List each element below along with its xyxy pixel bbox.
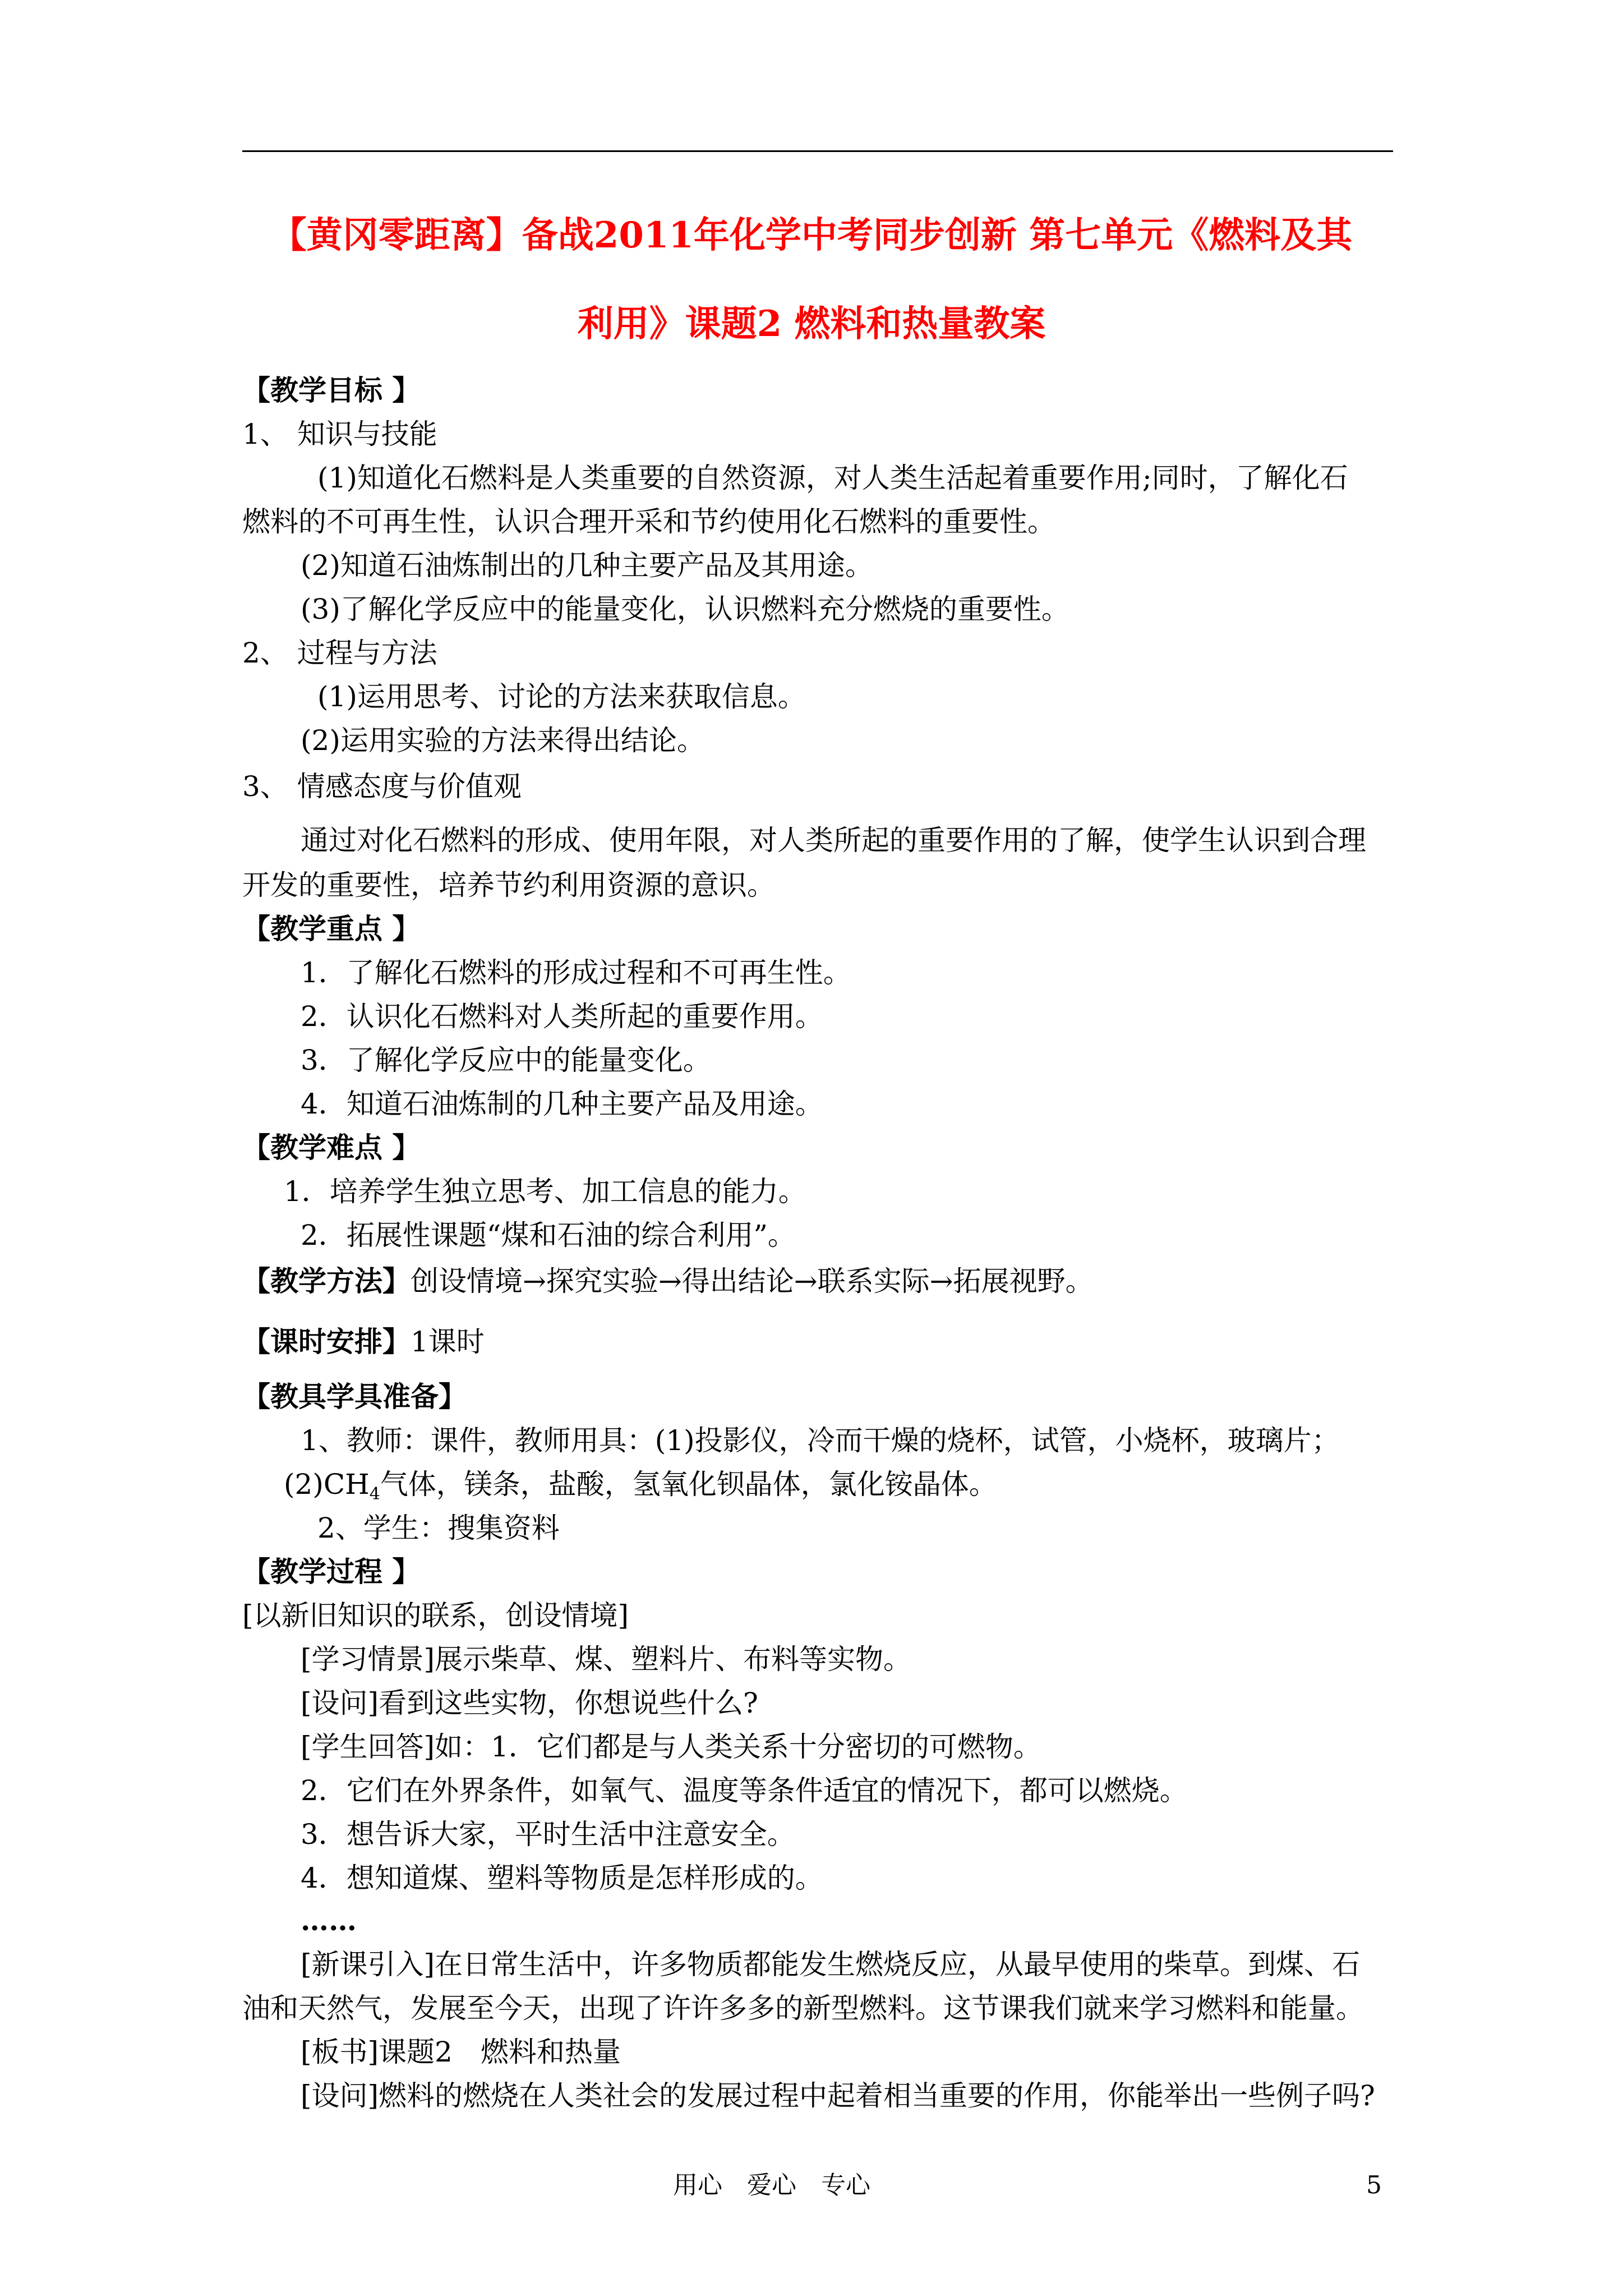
- process-paragraph: 4．想知道煤、塑料等物质是怎样形成的。: [301, 1862, 823, 1894]
- class-schedule-text: 1课时: [411, 1326, 485, 1358]
- objective-3-b: 开发的重要性，培养节约利用资源的意识。: [242, 869, 775, 901]
- difficulty-item: 1．培养学生独立思考、加工信息的能力。: [284, 1175, 806, 1208]
- teaching-method-label: 【教学方法】: [242, 1264, 411, 1297]
- class-schedule: [242, 1324, 485, 1360]
- objective-2-2: (2)运用实验的方法来得出结论。: [301, 724, 705, 757]
- materials-teacher-line1: 1、教师：课件，教师用具：(1)投影仪，冷而干燥的烧杯，试管，小烧杯，玻璃片；: [301, 1424, 1340, 1457]
- process-paragraph: [设问]看到这些实物，你想说些什么?: [301, 1687, 758, 1719]
- header-rule: [242, 150, 1393, 152]
- objective-3-a: 通过对化石燃料的形成、使用年限，对人类所起的重要作用的了解，使学生认识到合理: [301, 824, 1366, 857]
- difficulty-item: 2．拓展性课题“煤和石油的综合利用”。: [301, 1219, 796, 1251]
- key-point-item: 1．了解化石燃料的形成过程和不可再生性。: [301, 956, 851, 989]
- materials-line2-subscript: 4: [369, 1484, 380, 1504]
- materials-teacher-line2: [284, 1466, 997, 1512]
- objective-1-1a: (1)知道化石燃料是人类重要的自然资源，对人类生活起着重要作用;同时，了解化石: [317, 462, 1348, 494]
- objective-section-2: 2、 过程与方法: [242, 637, 437, 669]
- page-number: 5: [1366, 2171, 1382, 2200]
- process-heading: 【教学过程 】: [242, 1555, 421, 1588]
- process-paragraph: [学习情景]展示柴草、煤、塑料片、布料等实物。: [301, 1643, 912, 1676]
- materials-student: 2、学生：搜集资料: [317, 1512, 560, 1544]
- difficulties-heading: 【教学难点 】: [242, 1131, 421, 1164]
- document-title-line2: 利用》课题2 燃料和热量教案: [577, 303, 1046, 345]
- process-paragraph: 3．想告诉大家，平时生活中注意安全。: [301, 1818, 795, 1851]
- objective-section-1: 1、 知识与技能: [242, 418, 437, 450]
- objective-1-2: (2)知道石油炼制出的几种主要产品及其用途。: [301, 549, 873, 582]
- footer-motto: 用心 爱心 专心: [673, 2171, 870, 2200]
- objective-section-3: 3、 情感态度与价值观: [242, 770, 522, 803]
- process-paragraph: [新课引入]在日常生活中，许多物质都能发生燃烧反应，从最早使用的柴草。到煤、石: [301, 1948, 1361, 1981]
- teaching-method: [242, 1263, 1094, 1299]
- process-ellipsis: ……: [301, 1904, 357, 1937]
- key-points-heading: 【教学重点 】: [242, 912, 421, 945]
- objective-2-1: (1)运用思考、讨论的方法来获取信息。: [317, 680, 806, 713]
- materials-heading: 【教具学具准备】: [242, 1380, 467, 1413]
- key-point-item: 2．认识化石燃料对人类所起的重要作用。: [301, 1000, 823, 1033]
- materials-line2-post: 气体，镁条，盐酸，氢氧化钡晶体，氯化铵晶体。: [380, 1468, 997, 1501]
- process-paragraph: [以新旧知识的联系，创设情境]: [242, 1599, 629, 1632]
- process-paragraph: 2．它们在外界条件，如氧气、温度等条件适宜的情况下，都可以燃烧。: [301, 1774, 1188, 1807]
- process-paragraph: [学生回答]如：1．它们都是与人类关系十分密切的可燃物。: [301, 1731, 1041, 1763]
- objective-1-3: (3)了解化学反应中的能量变化，认识燃料充分燃烧的重要性。: [301, 593, 1069, 625]
- key-point-item: 3．了解化学反应中的能量变化。: [301, 1044, 711, 1076]
- process-paragraph: [板书]课题2 燃料和热量: [301, 2036, 621, 2068]
- process-paragraph: 油和天然气，发展至今天，出现了许许多多的新型燃料。这节课我们就来学习燃料和能量。: [242, 1992, 1364, 2024]
- teaching-method-text: 创设情境→探究实验→得出结论→联系实际→拓展视野。: [411, 1265, 1094, 1297]
- objectives-heading: 【教学目标 】: [242, 374, 421, 407]
- process-paragraph: [设问]燃料的燃烧在人类社会的发展过程中起着相当重要的作用，你能举出一些例子吗?: [301, 2079, 1375, 2112]
- key-point-item: 4．知道石油炼制的几种主要产品及用途。: [301, 1088, 823, 1120]
- document-title-line1: 【黄冈零距离】备战2011年化学中考同步创新 第七单元《燃料及其: [270, 214, 1353, 256]
- materials-line2-pre: (2)CH: [284, 1468, 370, 1501]
- class-schedule-label: 【课时安排】: [242, 1325, 411, 1358]
- objective-1-1b: 燃料的不可再生性，认识合理开采和节约使用化石燃料的重要性。: [242, 505, 1055, 538]
